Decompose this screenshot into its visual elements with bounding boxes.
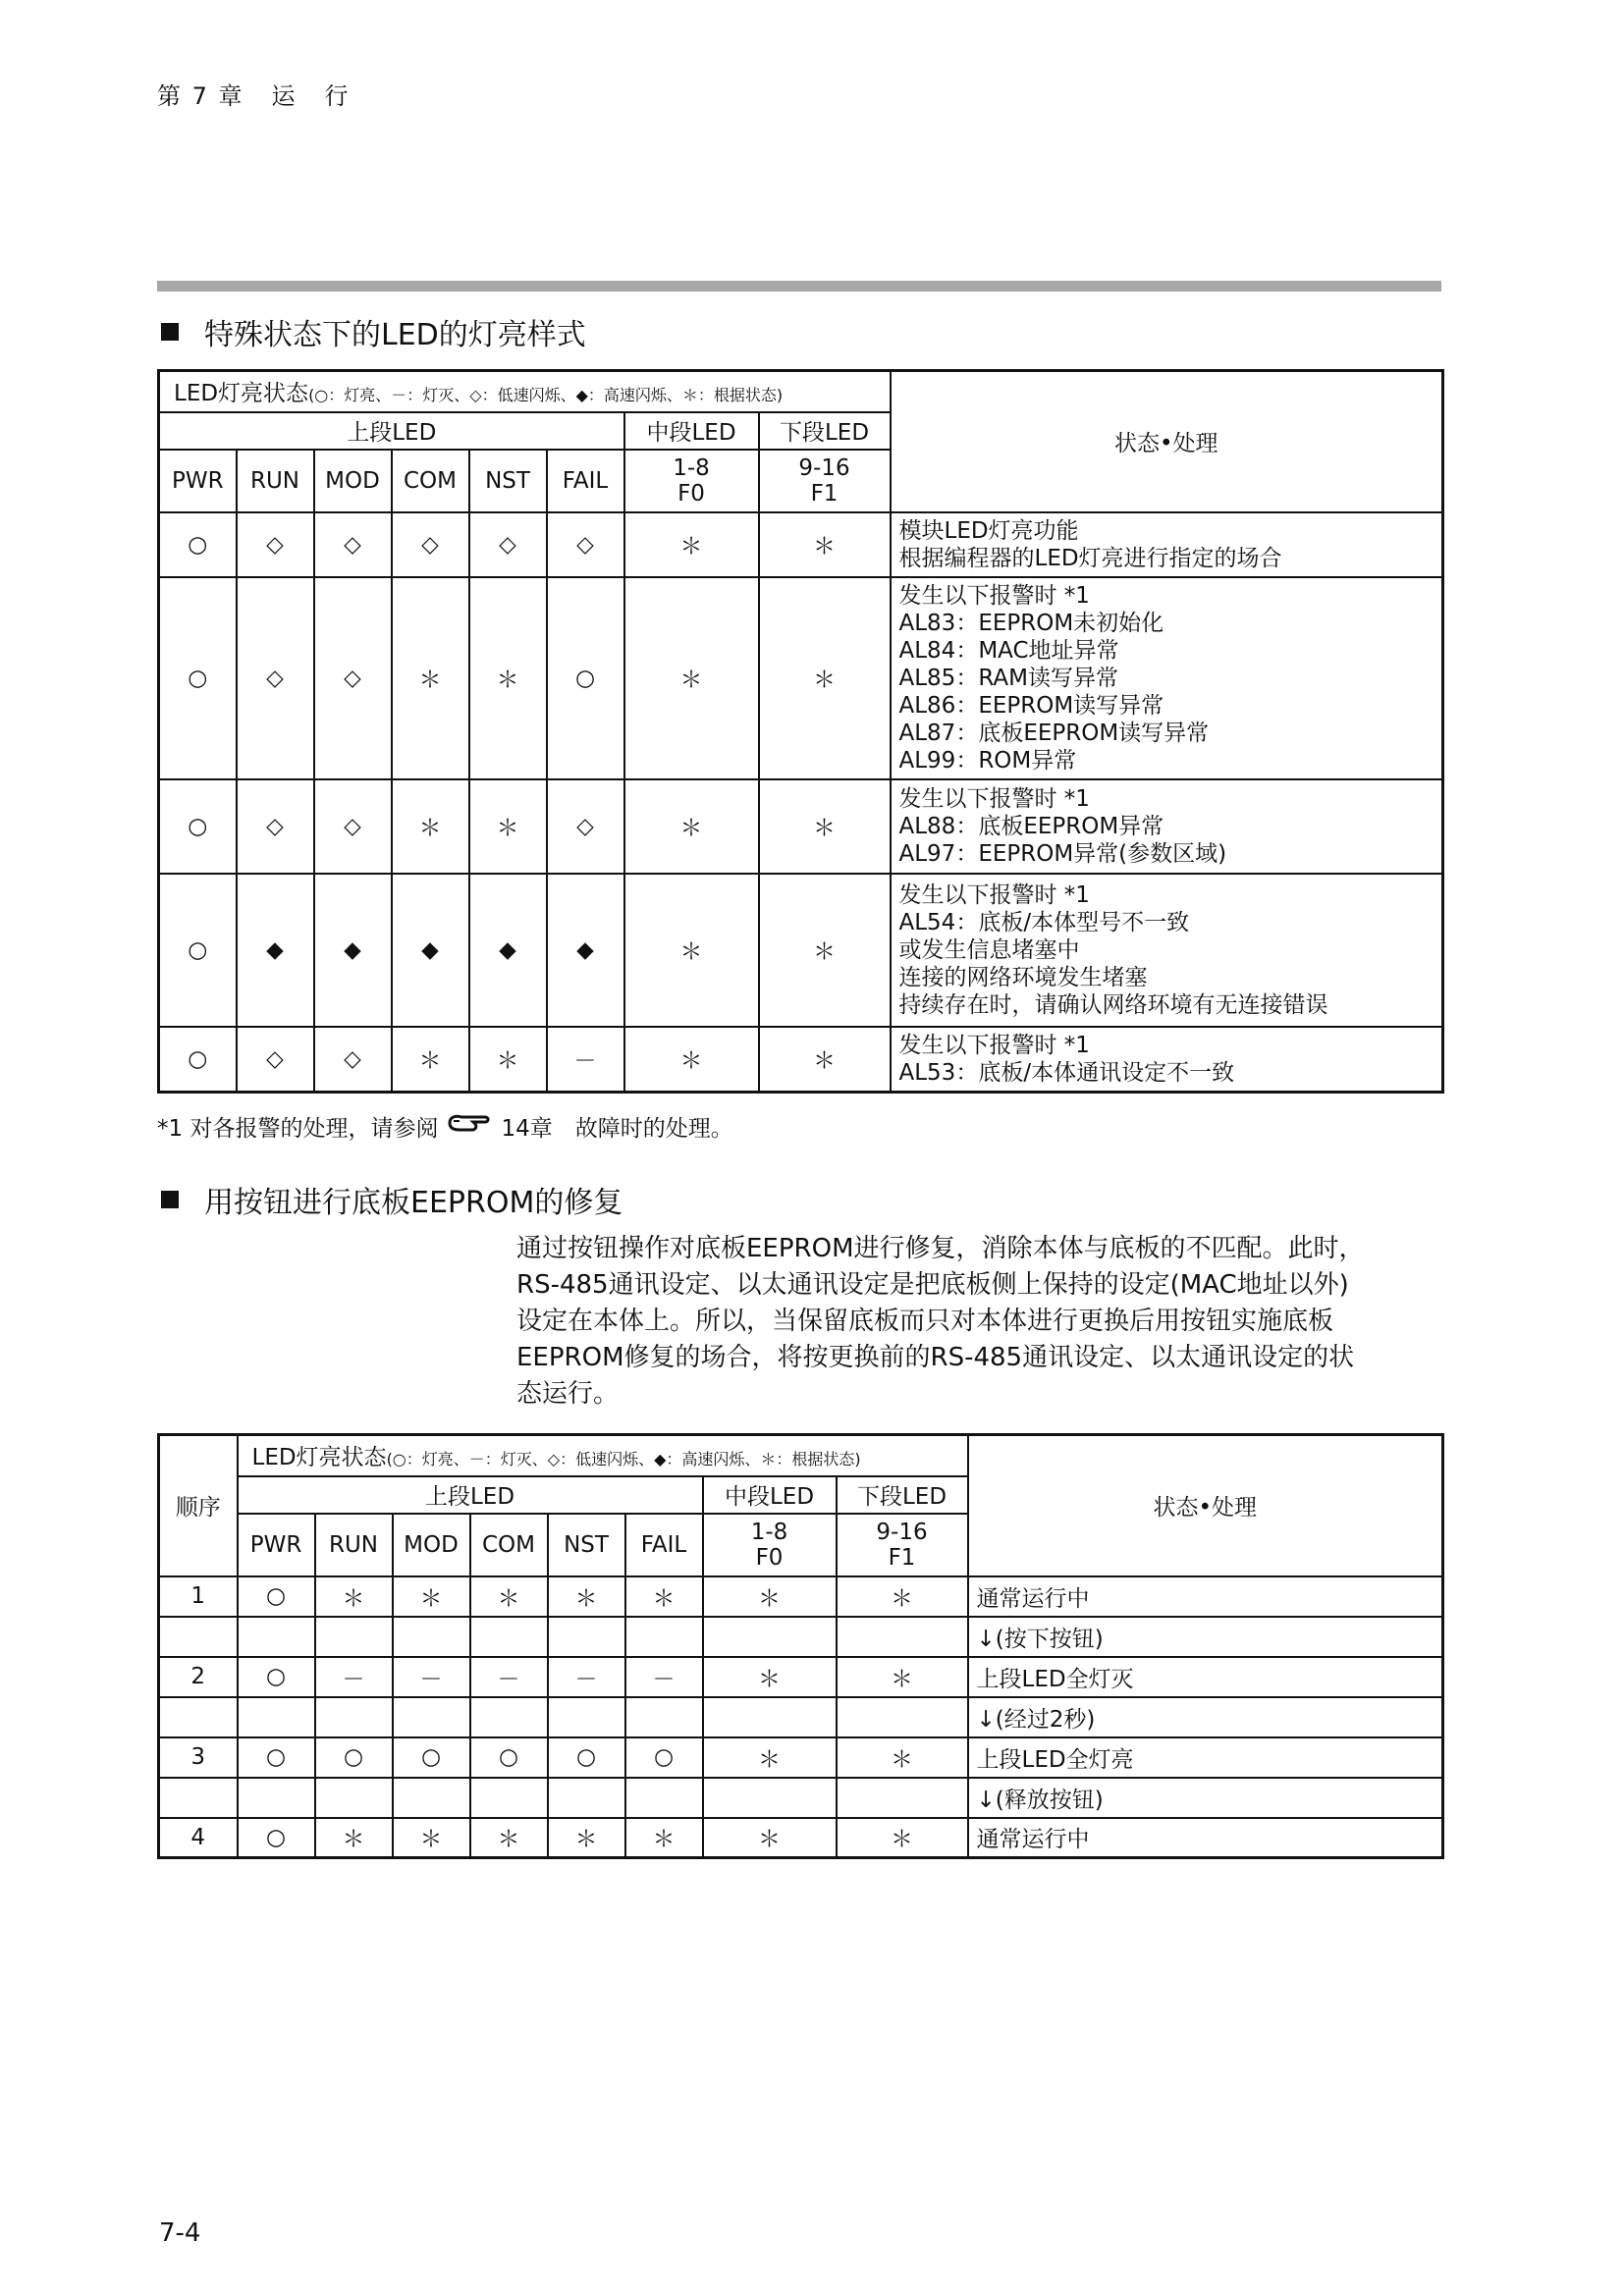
- status-cell: 通常运行中: [968, 1576, 1443, 1617]
- section2-paragraph: [516, 1231, 1439, 1413]
- led-cell: ◇: [469, 512, 547, 577]
- col-mid-line1: 1-8: [673, 454, 710, 481]
- led-cell: ○: [393, 1737, 470, 1778]
- led-cell: [548, 1697, 625, 1737]
- led-cell: －: [625, 1657, 703, 1697]
- status-line: 或发生信息堵塞中: [898, 936, 1080, 963]
- col-mid-line2: F0: [755, 1544, 784, 1571]
- status-cell: ↓(释放按钮): [968, 1778, 1443, 1818]
- status-line: AL99：ROM异常: [898, 747, 1077, 774]
- section2-heading: [161, 1178, 623, 1221]
- status-cell: [891, 874, 1443, 1027]
- led-cell: ＊: [759, 779, 891, 874]
- led-cell: ◇: [314, 577, 392, 779]
- col-fail: FAIL: [625, 1514, 703, 1576]
- section1-heading: [161, 310, 586, 353]
- led-cell: [238, 1697, 315, 1737]
- led-cell: [393, 1697, 470, 1737]
- col-low-line2: F1: [888, 1544, 916, 1571]
- legend-cell: [238, 1435, 968, 1476]
- col-mid-line2: F0: [677, 480, 705, 507]
- led-cell: ＊: [624, 577, 759, 779]
- col-fail: FAIL: [547, 450, 624, 512]
- led-cell: [548, 1617, 625, 1657]
- led-cell: ＊: [469, 1027, 547, 1093]
- led-cell: [703, 1617, 837, 1657]
- table-row: [159, 1027, 1443, 1093]
- led-cell: ◆: [392, 874, 469, 1027]
- led-cell: ＊: [393, 1818, 470, 1858]
- table-row: [159, 512, 1443, 577]
- led-cell: ＊: [759, 1027, 891, 1093]
- led-cell: ○: [238, 1818, 315, 1858]
- chapter-title-b: 行: [324, 82, 351, 110]
- status-line: 持续存在时，请确认网络环境有无连接错误: [898, 991, 1328, 1018]
- legend-detail: (○：灯亮、－：灯灭、◇：低速闪烁、◆：高速闪烁、＊：根据状态): [386, 1450, 861, 1469]
- paragraph-line: 设定在本体上。所以，当保留底板而只对本体进行更换后用按钮实施底板: [516, 1307, 1334, 1336]
- led-cell: [315, 1697, 393, 1737]
- group-low-led: 下段LED: [759, 412, 891, 450]
- led-cell: ◆: [469, 874, 547, 1027]
- led-cell: ＊: [759, 874, 891, 1027]
- status-line: AL87：底板EEPROM读写异常: [898, 720, 1210, 746]
- status-line: 模块LED灯亮功能: [898, 517, 1079, 544]
- led-cell: [837, 1617, 968, 1657]
- status-cell: 上段LED全灯灭: [968, 1657, 1443, 1697]
- led-cell: ＊: [624, 779, 759, 874]
- status-line: AL84：MAC地址异常: [898, 637, 1119, 664]
- led-cell: ＊: [624, 512, 759, 577]
- status-cell: 上段LED全灯亮: [968, 1737, 1443, 1778]
- led-cell: ○: [159, 779, 237, 874]
- paragraph-line: 态运行。: [516, 1379, 620, 1409]
- led-cell: ＊: [548, 1818, 625, 1858]
- led-cell: ＊: [837, 1737, 968, 1778]
- led-cell: ○: [238, 1657, 315, 1697]
- status-line: AL97：EEPROM异常(参数区域): [898, 840, 1227, 867]
- eeprom-repair-table: [157, 1433, 1444, 1859]
- led-cell: ＊: [759, 577, 891, 779]
- table-row: [159, 1657, 1443, 1697]
- led-cell: ◇: [392, 512, 469, 577]
- section1-title: 特殊状态下的LED的灯亮样式: [204, 318, 586, 352]
- footnote-text-b: 14章 故障时的处理。: [501, 1115, 733, 1142]
- status-cell: [891, 1027, 1443, 1093]
- square-bullet-icon: [161, 1191, 179, 1208]
- led-cell: ◇: [547, 779, 624, 874]
- footnote-text-a: *1 对各报警的处理，请参阅: [157, 1115, 439, 1142]
- led-cell: －: [393, 1657, 470, 1697]
- table-row: [159, 577, 1443, 779]
- led-cell: [393, 1778, 470, 1818]
- col-mid: [703, 1514, 837, 1576]
- led-cell: ＊: [703, 1818, 837, 1858]
- led-cell: ○: [547, 577, 624, 779]
- led-cell: [315, 1778, 393, 1818]
- led-cell: [470, 1778, 548, 1818]
- legend-cell: [159, 371, 891, 412]
- led-cell: ＊: [315, 1576, 393, 1617]
- status-line: 发生以下报警时 *1: [898, 582, 1090, 609]
- order-cell: [159, 1617, 238, 1657]
- led-cell: [238, 1617, 315, 1657]
- led-cell: ＊: [393, 1576, 470, 1617]
- chapter-number: 第 7 章: [157, 82, 244, 110]
- status-line: 根据编程器的LED灯亮进行指定的场合: [898, 545, 1282, 571]
- led-cell: ○: [159, 512, 237, 577]
- group-mid-led: 中段LED: [624, 412, 759, 450]
- table-row: [159, 1737, 1443, 1778]
- footnote: [157, 1109, 733, 1143]
- col-mid: [624, 450, 759, 512]
- order-cell: 3: [159, 1737, 238, 1778]
- led-cell: ○: [159, 577, 237, 779]
- status-line: AL53：底板/本体通讯设定不一致: [898, 1059, 1235, 1086]
- led-cell: [837, 1697, 968, 1737]
- col-mod: MOD: [314, 450, 392, 512]
- paragraph-line: 通过按钮操作对底板EEPROM进行修复，消除本体与底板的不匹配。此时，: [516, 1234, 1365, 1263]
- order-cell: [159, 1697, 238, 1737]
- table-row: [159, 1576, 1443, 1617]
- led-cell: ＊: [470, 1818, 548, 1858]
- status-line: AL88：底板EEPROM异常: [898, 813, 1164, 839]
- led-cell: ＊: [703, 1737, 837, 1778]
- status-line: AL54：底板/本体型号不一致: [898, 909, 1190, 935]
- status-header: 状态•处理: [891, 371, 1443, 512]
- led-cell: ◇: [237, 1027, 314, 1093]
- status-line: 发生以下报警时 *1: [898, 1032, 1090, 1058]
- col-low: [837, 1514, 968, 1576]
- col-com: COM: [392, 450, 469, 512]
- led-cell: －: [547, 1027, 624, 1093]
- led-cell: ＊: [625, 1818, 703, 1858]
- led-cell: ＊: [392, 779, 469, 874]
- status-line: 发生以下报警时 *1: [898, 785, 1090, 812]
- status-cell: ↓(经过2秒): [968, 1697, 1443, 1737]
- col-low: [759, 450, 891, 512]
- led-cell: ○: [159, 1027, 237, 1093]
- chapter-title-a: 运: [271, 82, 298, 110]
- led-cell: [837, 1778, 968, 1818]
- legend-detail: (○：灯亮、－：灯灭、◇：低速闪烁、◆：高速闪烁、＊：根据状态): [308, 386, 784, 405]
- led-cell: ＊: [624, 874, 759, 1027]
- led-cell: [238, 1778, 315, 1818]
- status-line: 连接的网络环境发生堵塞: [898, 964, 1148, 990]
- status-cell: ↓(按下按钮): [968, 1617, 1443, 1657]
- pointing-hand-icon: [446, 1109, 493, 1143]
- page-number: 7-4: [159, 2218, 201, 2248]
- led-cell: －: [315, 1657, 393, 1697]
- col-run: RUN: [237, 450, 314, 512]
- status-cell: [891, 779, 1443, 874]
- led-cell: [548, 1778, 625, 1818]
- col-nst: NST: [469, 450, 547, 512]
- paragraph-line: EEPROM修复的场合，将按更换前的RS-485通讯设定、以太通讯设定的状: [516, 1343, 1355, 1372]
- table-row: [159, 1617, 1443, 1657]
- col-low-line2: F1: [810, 480, 839, 507]
- led-cell: ＊: [315, 1818, 393, 1858]
- table-row: [159, 874, 1443, 1027]
- led-cell: [625, 1778, 703, 1818]
- led-cell: ◇: [237, 577, 314, 779]
- led-cell: ○: [625, 1737, 703, 1778]
- section2-title: 用按钮进行底板EEPROM的修复: [204, 1186, 623, 1220]
- led-cell: [315, 1617, 393, 1657]
- led-cell: [703, 1778, 837, 1818]
- status-line: AL86：EEPROM读写异常: [898, 692, 1164, 719]
- led-cell: ○: [548, 1737, 625, 1778]
- col-pwr: PWR: [238, 1514, 315, 1576]
- led-cell: －: [548, 1657, 625, 1697]
- status-line: AL85：RAM读写异常: [898, 665, 1118, 691]
- order-cell: 1: [159, 1576, 238, 1617]
- col-low-line1: 9-16: [798, 454, 850, 481]
- led-cell: [625, 1697, 703, 1737]
- col-nst: NST: [548, 1514, 625, 1576]
- led-cell: [625, 1617, 703, 1657]
- led-cell: [393, 1617, 470, 1657]
- led-cell: ＊: [759, 512, 891, 577]
- status-cell: [891, 577, 1443, 779]
- led-cell: ◇: [237, 512, 314, 577]
- legend-main: LED灯亮状态: [174, 381, 309, 407]
- order-cell: 4: [159, 1818, 238, 1858]
- led-cell: [470, 1617, 548, 1657]
- col-com: COM: [470, 1514, 548, 1576]
- led-cell: ◇: [314, 1027, 392, 1093]
- led-cell: ○: [470, 1737, 548, 1778]
- group-mid-led: 中段LED: [703, 1476, 837, 1514]
- order-cell: 2: [159, 1657, 238, 1697]
- led-cell: ＊: [469, 577, 547, 779]
- status-cell: [891, 512, 1443, 577]
- col-mid-line1: 1-8: [750, 1519, 788, 1545]
- header-rule: [157, 281, 1441, 292]
- led-cell: ○: [238, 1576, 315, 1617]
- order-header: 顺序: [159, 1435, 238, 1576]
- led-cell: ＊: [837, 1657, 968, 1697]
- led-cell: ＊: [625, 1576, 703, 1617]
- led-cell: ◆: [237, 874, 314, 1027]
- led-cell: ＊: [548, 1576, 625, 1617]
- col-run: RUN: [315, 1514, 393, 1576]
- led-cell: ＊: [469, 779, 547, 874]
- col-low-line1: 9-16: [876, 1519, 928, 1545]
- led-cell: ○: [159, 874, 237, 1027]
- chapter-header: [157, 77, 351, 111]
- led-cell: ◆: [314, 874, 392, 1027]
- legend-main: LED灯亮状态: [251, 1445, 387, 1471]
- led-cell: ◇: [547, 512, 624, 577]
- group-upper-led: 上段LED: [159, 412, 624, 450]
- led-cell: ○: [238, 1737, 315, 1778]
- led-cell: ◆: [547, 874, 624, 1027]
- led-cell: [703, 1697, 837, 1737]
- table-row: [159, 1778, 1443, 1818]
- led-cell: ＊: [837, 1818, 968, 1858]
- status-header: 状态•处理: [968, 1435, 1443, 1576]
- led-cell: ＊: [703, 1576, 837, 1617]
- order-cell: [159, 1778, 238, 1818]
- led-cell: －: [470, 1657, 548, 1697]
- group-upper-led: 上段LED: [238, 1476, 703, 1514]
- led-cell: ＊: [392, 1027, 469, 1093]
- led-cell: ◇: [314, 512, 392, 577]
- status-line: 发生以下报警时 *1: [898, 881, 1090, 908]
- led-cell: ＊: [624, 1027, 759, 1093]
- square-bullet-icon: [161, 323, 179, 341]
- paragraph-line: RS-485通讯设定、以太通讯设定是把底板侧上保持的设定(MAC地址以外): [516, 1270, 1349, 1300]
- led-cell: [470, 1697, 548, 1737]
- table-row: [159, 1818, 1443, 1858]
- group-low-led: 下段LED: [837, 1476, 968, 1514]
- col-pwr: PWR: [159, 450, 237, 512]
- led-cell: ◇: [237, 779, 314, 874]
- status-line: AL83：EEPROM未初始化: [898, 610, 1164, 636]
- led-status-table: [157, 369, 1444, 1094]
- led-cell: ＊: [703, 1657, 837, 1697]
- table-row: [159, 1697, 1443, 1737]
- led-cell: ＊: [837, 1576, 968, 1617]
- led-cell: ＊: [470, 1576, 548, 1617]
- table-row: [159, 779, 1443, 874]
- led-cell: ○: [315, 1737, 393, 1778]
- col-mod: MOD: [393, 1514, 470, 1576]
- status-cell: 通常运行中: [968, 1818, 1443, 1858]
- led-cell: ◇: [314, 779, 392, 874]
- led-cell: ＊: [392, 577, 469, 779]
